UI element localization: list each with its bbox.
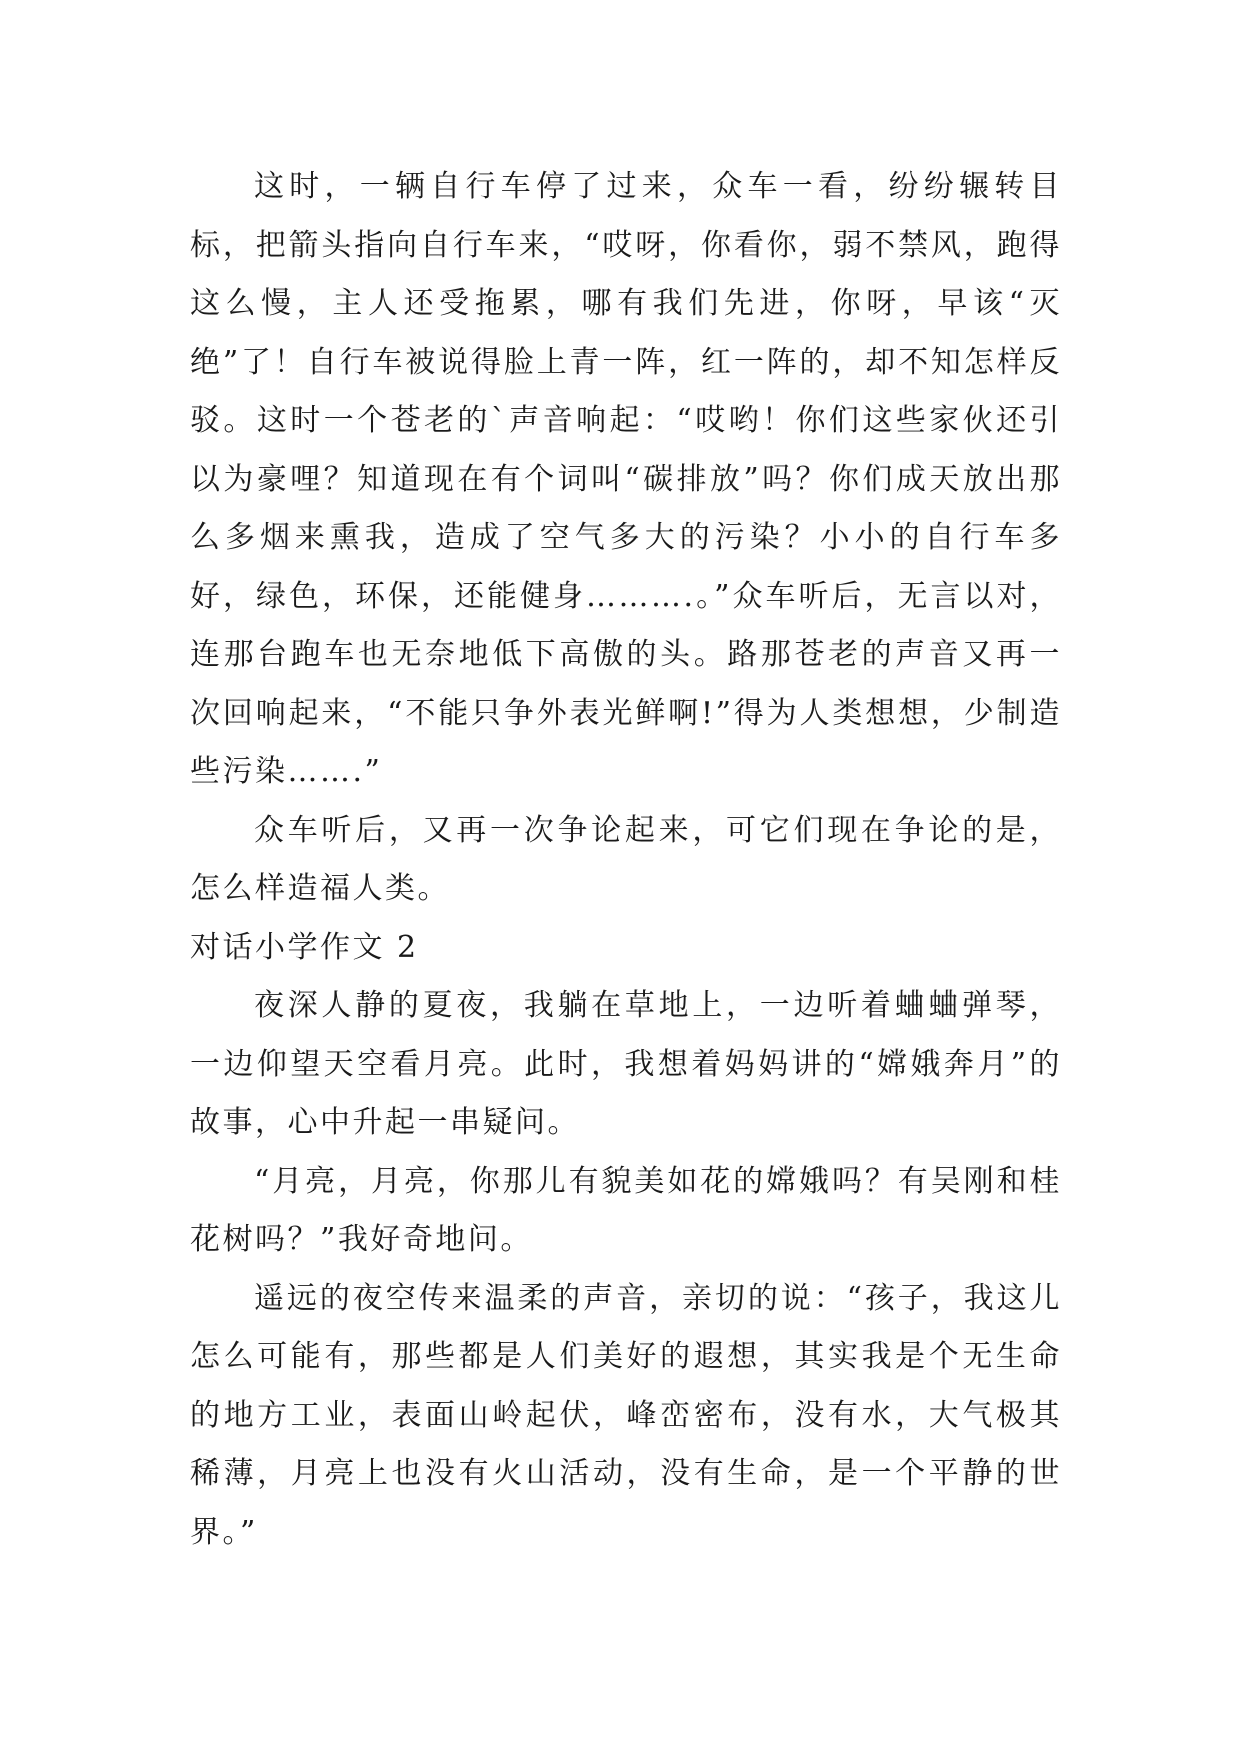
paragraph: “月亮，月亮，你那儿有貌美如花的嫦娥吗？有吴刚和桂花树吗？”我好奇地问。 (190, 1163, 1062, 1257)
paragraph: 众车听后，又再一次争论起来，可它们现在争论的是，怎么样造福人类。 (190, 812, 1062, 906)
paragraph: 夜深人静的夏夜，我躺在草地上，一边听着蛐蛐弹琴，一边仰望天空看月亮。此时，我想着妈妈讲的“嫦娥奔月”的故事，心中升起一串疑问。 (190, 988, 1062, 1140)
section-heading: 对话小学作文 2 (190, 929, 419, 965)
paragraph: 遥远的夜空传来温柔的声音，亲切的说：“孩子，我这儿怎么可能有，那些都是人们美好的遐想，其实我是个无生命的地方工业，表面山岭起伏，峰峦密布，没有水，大气极其稀薄，月亮上也没有火山活动，没有生命，是一个平静的世界。” (190, 1280, 1062, 1550)
paragraph: 这时，一辆自行车停了过来，众车一看，纷纷辗转目标，把箭头指向自行车来，“哎呀，你看你，弱不禁风，跑得这么慢，主人还受拖累，哪有我们先进，你呀，早该“灭绝”了！自行车被说得脸上青一阵，红一阵的，却不知怎样反驳。这时一个苍老的`声音响起：“哎哟！你们这些家伙还引以为豪哩？知道现在有个词叫“碳排放”吗？你们成天放出那么多烟来熏我，造成了空气多大的污染？小小的自行车多好，绿色，环保，还能健身……….。”众车听后，无言以对，连那台跑车也无奈地低下高傲的头。路那苍老的声音又再一次回响起来，“不能只争外表光鲜啊!”得为人类想想，少制造些污染…….” (190, 169, 1062, 789)
document-body (190, 158, 1062, 1562)
